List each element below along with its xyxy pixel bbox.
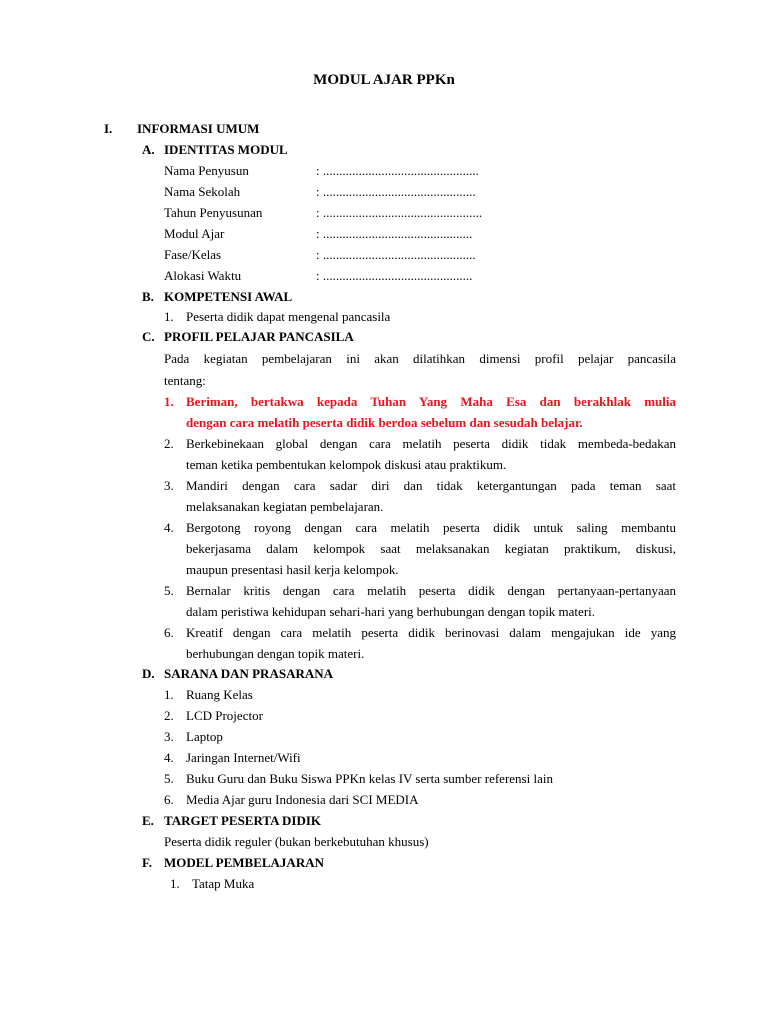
subsection-heading: PROFIL PELAJAR PANCASILA (164, 329, 354, 344)
list-item: Berkebinekaan global dengan cara melatih peserta didik tidak membeda-bedakan (186, 436, 676, 451)
subsection-heading: IDENTITAS MODUL (164, 142, 288, 157)
field-value: : ................................................ (316, 163, 479, 178)
subsection-label: F. (142, 855, 152, 870)
list-item: Beriman, bertakwa kepada Tuhan Yang Maha Esa dan berakhlak mulia (186, 394, 676, 409)
list-number: 4. (164, 750, 174, 765)
list-number: 3. (164, 478, 174, 493)
section-number: I. (104, 121, 113, 136)
list-item: LCD Projector (186, 708, 263, 723)
list-number: 1. (164, 309, 174, 324)
field-label: Nama Sekolah (164, 184, 241, 199)
list-number: 2. (164, 708, 174, 723)
list-item: dengan cara melatih peserta didik berdoa sebelum dan sesudah belajar. (186, 415, 583, 430)
field-value: : .............................................. (316, 226, 473, 241)
subsection-label: A. (142, 142, 155, 157)
field-label: Fase/Kelas (164, 247, 222, 262)
list-item: dalam peristiwa kehidupan sehari-hari yang berhubungan dengan topik materi. (186, 604, 596, 619)
list-item: teman ketika pembentukan kelompok diskusi atau praktikum. (186, 457, 507, 472)
field-value: : ............................................... (316, 184, 476, 199)
list-number: 6. (164, 625, 174, 640)
list-number: 5. (164, 771, 174, 786)
list-item: Laptop (186, 729, 223, 744)
list-item: Kreatif dengan cara melatih peserta didik berinovasi dalam mengajukan ide yang (186, 625, 676, 640)
list-item: Ruang Kelas (186, 687, 253, 702)
list-number: 3. (164, 729, 174, 744)
list-number: 2. (164, 436, 174, 451)
list-item: Mandiri dengan cara sadar diri dan tidak ketergantungan pada teman saat (186, 478, 676, 493)
list-item: melaksanakan kegiatan pembelajaran. (186, 499, 384, 514)
subsection-heading: TARGET PESERTA DIDIK (164, 813, 322, 828)
subsection-heading: SARANA DAN PRASARANA (164, 666, 334, 681)
list-number: 6. (164, 792, 174, 807)
list-item: Bernalar kritis dengan cara melatih peserta didik dengan pertanyaan-pertanyaan (186, 583, 676, 598)
field-label: Alokasi Waktu (164, 268, 242, 283)
field-value: : .............................................. (316, 268, 473, 283)
list-number: 1. (164, 687, 174, 702)
list-item: Tatap Muka (192, 876, 255, 891)
subsection-heading: MODEL PEMBELAJARAN (164, 855, 324, 870)
field-label: Modul Ajar (164, 226, 225, 241)
field-value: : ................................................. (316, 205, 483, 220)
list-number: 1. (164, 394, 174, 409)
paragraph: Peserta didik reguler (bukan berkebutuhan khusus) (164, 834, 429, 849)
document-title: MODUL AJAR PPKn (313, 72, 455, 88)
subsection-label: C. (142, 329, 155, 344)
paragraph: tentang: (164, 373, 206, 388)
list-number: 1. (170, 876, 180, 891)
list-item: Peserta didik dapat mengenal pancasila (186, 309, 391, 324)
list-item: bekerjasama dalam kelompok saat melaksanakan kegiatan praktikum, diskusi, (186, 541, 676, 556)
list-item: Jaringan Internet/Wifi (186, 750, 301, 765)
section-heading: INFORMASI UMUM (137, 121, 260, 136)
field-label: Nama Penyusun (164, 163, 249, 178)
list-item: maupun presentasi hasil kerja kelompok. (186, 562, 399, 577)
subsection-label: D. (142, 666, 155, 681)
subsection-label: E. (142, 813, 154, 828)
list-item: berhubungan dengan topik materi. (186, 646, 365, 661)
list-number: 5. (164, 583, 174, 598)
subsection-heading: KOMPETENSI AWAL (164, 289, 293, 304)
field-value: : ............................................... (316, 247, 476, 262)
list-item: Buku Guru dan Buku Siswa PPKn kelas IV serta sumber referensi lain (186, 771, 553, 786)
list-item: Bergotong royong dengan cara melatih peserta didik untuk saling membantu (186, 520, 676, 535)
paragraph: Pada kegiatan pembelajaran ini akan dilatihkan dimensi profil pelajar pancasila (164, 351, 676, 366)
subsection-label: B. (142, 289, 154, 304)
field-label: Tahun Penyusunan (164, 205, 263, 220)
list-item: Media Ajar guru Indonesia dari SCI MEDIA (186, 792, 419, 807)
list-number: 4. (164, 520, 174, 535)
